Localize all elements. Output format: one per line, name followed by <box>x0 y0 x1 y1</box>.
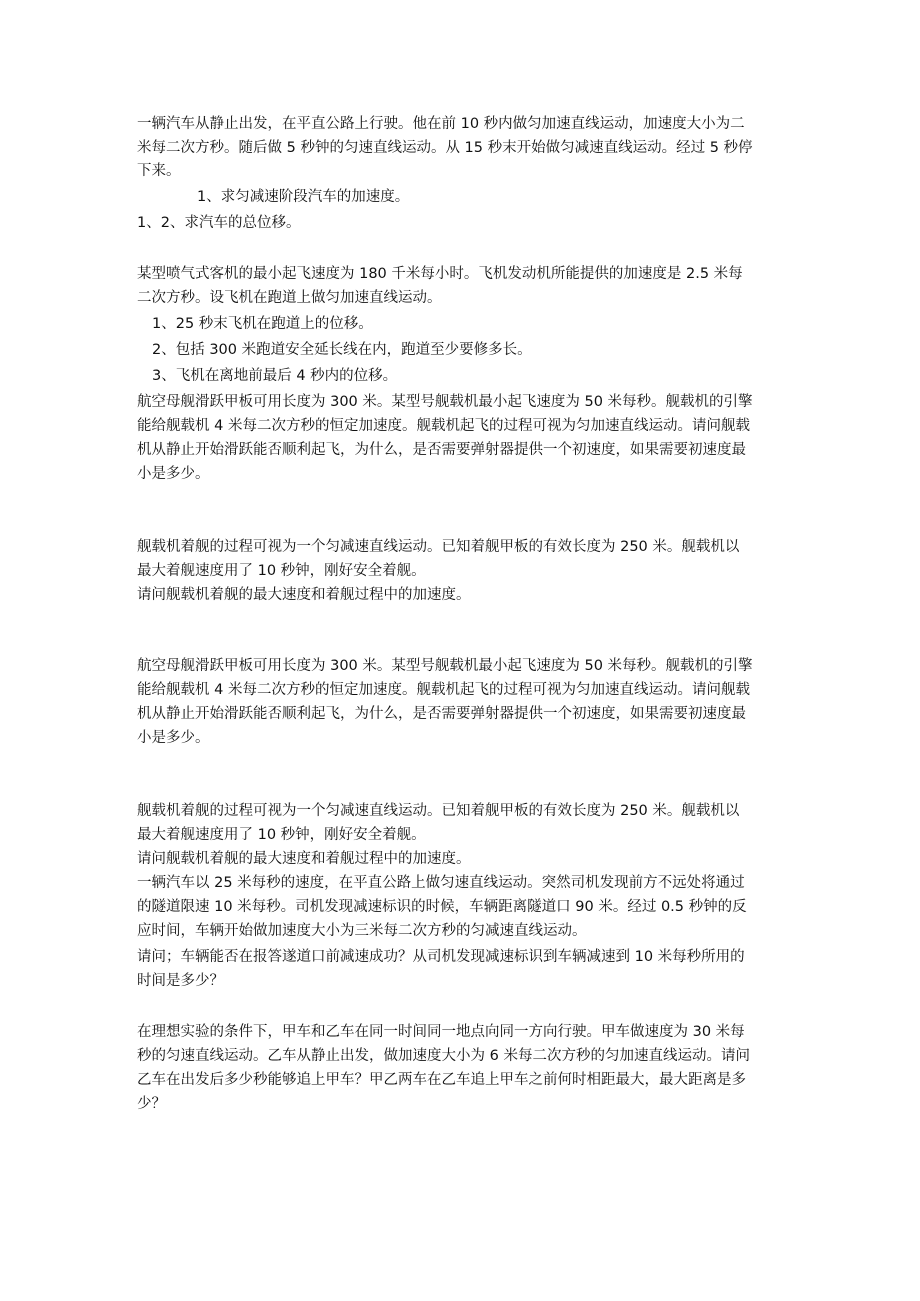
problem5-line1: 航空母舰滑跃甲板可用长度为 300 米。某型号舰载机最小起飞速度为 50 米每秒。舰载机的引擎 <box>137 658 753 674</box>
problem1-question1: 1、求匀减速阶段汽车的加速度。 <box>197 189 410 205</box>
problem8-line3: 乙车在出发后多少秒能够追上甲车？甲乙两车在乙车追上甲车之前何时相距最大，最大距离是多 <box>137 1072 746 1088</box>
problem3-line3: 机从静止开始滑跃能否顺利起飞，为什么，是否需要弹射器提供一个初速度，如果需要初速度最 <box>137 442 746 458</box>
problem5-line3: 机从静止开始滑跃能否顺利起飞，为什么，是否需要弹射器提供一个初速度，如果需要初速度最 <box>137 706 746 722</box>
problem7-line5: 时间是多少？ <box>137 973 224 989</box>
problem7-line1: 一辆汽车以 25 米每秒的速度，在平直公路上做匀速直线运动。突然司机发现前方不远处将通过 <box>137 875 745 891</box>
problem7-line3: 应时间，车辆开始做加速度大小为三米每二次方秒的匀减速直线运动。 <box>137 923 587 939</box>
problem8-line1: 在理想实验的条件下，甲车和乙车在同一时间同一地点向同一方向行驶。甲车做速度为 30 米每 <box>137 1024 745 1040</box>
problem1-line1: 一辆汽车从静止出发，在平直公路上行驶。他在前 10 秒内做匀加速直线运动，加速度大小为二 <box>137 116 745 132</box>
problem3-line2: 能给舰载机 4 米每二次方秒的恒定加速度。舰载机起飞的过程可视为匀加速直线运动。请问舰载 <box>137 418 750 434</box>
problem6-line3: 请问舰载机着舰的最大速度和着舰过程中的加速度。 <box>137 851 471 867</box>
problem8-line2: 秒的匀速直线运动。乙车从静止出发，做加速度大小为 6 米每二次方秒的匀加速直线运动。请问 <box>137 1048 750 1064</box>
problem6-line2: 最大着舰速度用了 10 秒钟，刚好安全着舰。 <box>137 827 426 843</box>
problem5-line2: 能给舰载机 4 米每二次方秒的恒定加速度。舰载机起飞的过程可视为匀加速直线运动。请问舰载 <box>137 682 750 698</box>
problem4-line1: 舰载机着舰的过程可视为一个匀减速直线运动。已知着舰甲板的有效长度为 250 米。舰载机以 <box>137 539 740 555</box>
problem1-question2: 1、2、求汽车的总位移。 <box>137 215 301 231</box>
problem2-line1: 某型喷气式客机的最小起飞速度为 180 千米每小时。飞机发动机所能提供的加速度是 2.5 米每 <box>137 266 743 282</box>
problem1-line3: 下来。 <box>137 163 181 179</box>
problem4-line3: 请问舰载机着舰的最大速度和着舰过程中的加速度。 <box>137 587 471 603</box>
problem7-line4: 请问；车辆能否在报答遂道口前减速成功？从司机发现减速标识到车辆减速到 10 米每秒所用的 <box>137 949 745 965</box>
problem2-line2: 二次方秒。设飞机在跑道上做匀加速直线运动。 <box>137 290 442 306</box>
problem4-line2: 最大着舰速度用了 10 秒钟，刚好安全着舰。 <box>137 563 426 579</box>
problem3-line4: 小是多少。 <box>137 466 210 482</box>
problem8-line4: 少？ <box>137 1096 166 1112</box>
problem1-line2: 米每二次方秒。随后做 5 秒钟的匀速直线运动。从 15 秒末开始做匀减速直线运动。经过 5 秒停 <box>137 140 753 156</box>
problem2-question3: 3、飞机在离地前最后 4 秒内的位移。 <box>152 368 398 384</box>
problem3-line1: 航空母舰滑跃甲板可用长度为 300 米。某型号舰载机最小起飞速度为 50 米每秒。舰载机的引擎 <box>137 394 753 410</box>
problem5-line4: 小是多少。 <box>137 730 210 746</box>
problem7-line2: 的隧道限速 10 米每秒。司机发现减速标识的时候，车辆距离隧道口 90 米。经过 0.5 秒钟的反 <box>137 899 747 915</box>
problem2-question1: 1、25 秒末飞机在跑道上的位移。 <box>152 316 373 332</box>
problem2-question2: 2、包括 300 米跑道安全延长线在内，跑道至少要修多长。 <box>152 342 532 358</box>
problem6-line1: 舰载机着舰的过程可视为一个匀减速直线运动。已知着舰甲板的有效长度为 250 米。舰载机以 <box>137 803 740 819</box>
